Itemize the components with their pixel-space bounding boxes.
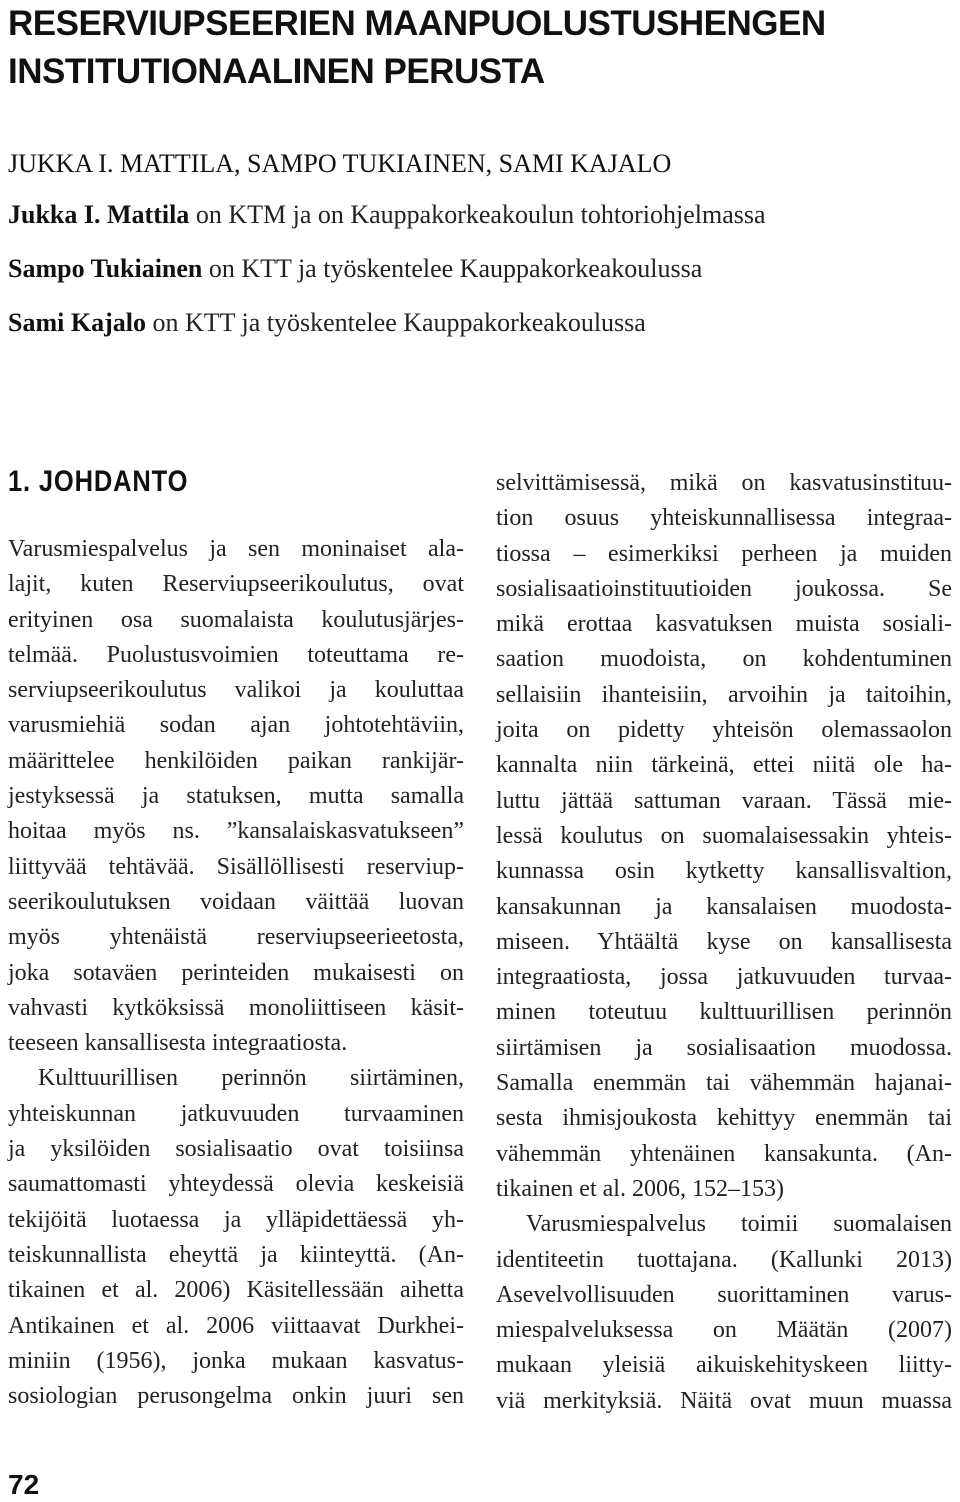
body-line: seerikoulutuksen voidaan väittää luovan	[8, 888, 464, 915]
section-heading: 1. JOHDANTO	[8, 465, 189, 498]
author-name: Jukka I. Mattila	[8, 200, 190, 229]
affiliation-text: on KTT ja työskentelee Kauppakorkeakoulussa	[145, 308, 646, 337]
body-line: miespalveluksessa on Määtän (2007)	[496, 1317, 952, 1344]
body-line: erityinen osa suomalaista koulutusjärjes-	[8, 606, 464, 633]
body-line: Antikainen et al. 2006 viittaavat Durkhei-	[8, 1312, 464, 1339]
body-line: saumattomasti yhteydessä olevia keskeisiä	[8, 1171, 464, 1198]
affiliation-text: on KTM ja on Kauppakorkeakoulun tohtoriohjelmassa	[189, 200, 766, 229]
body-line: joita on pidetty yhteisön olemassaolon	[496, 717, 952, 744]
author-name: Sami Kajalo	[8, 308, 146, 337]
body-column-left	[8, 532, 464, 1414]
body-line: sesta ihmisjoukosta kehittyy enemmän tai	[496, 1105, 952, 1132]
body-line: joka sotaväen perinteiden mukaisesti on	[8, 959, 464, 986]
title-line: INSTITUTIONAALINEN PERUSTA	[8, 52, 545, 91]
body-line: yhteiskunnan jatkuvuuden turvaaminen	[8, 1100, 464, 1127]
affiliation-text: on KTT ja työskentelee Kauppakorkeakoulussa	[202, 254, 703, 283]
body-line: tikainen et al. 2006, 152–153)	[496, 1175, 784, 1202]
body-line: ja yksilöiden sosialisaatio ovat toisiinsa	[8, 1136, 464, 1163]
body-line: luttu jättää sattuman varaan. Tässä mie-	[496, 787, 952, 814]
body-column-right	[496, 466, 952, 1419]
body-line: integraatiosta, jossa jatkuvuuden turvaa-	[496, 964, 952, 991]
body-line: miseen. Yhtäältä kyse on kansallisesta	[496, 928, 952, 955]
body-line: Varusmiespalvelus toimii suomalaisen	[526, 1211, 952, 1238]
body-line: tekijöitä luotaessa ja ylläpidettäessä yh-	[8, 1206, 464, 1233]
affiliation-line	[8, 296, 948, 350]
body-line: selvittämisessä, mikä on kasvatusinstituu-	[496, 470, 952, 496]
body-line: teeseen kansallisesta integraatiosta.	[8, 1030, 348, 1057]
body-line: mukaan yleisiä aikuiskehityskeen liitty-	[496, 1352, 952, 1379]
body-line: määrittelee henkilöiden paikan rankijär-	[8, 747, 464, 774]
title-line: RESERVIUPSEERIEN MAANPUOLUSTUSHENGEN	[8, 4, 826, 43]
affiliation-line	[8, 242, 948, 296]
body-line: tikainen et al. 2006) Käsitellessään aihetta	[8, 1277, 464, 1304]
author-name: Sampo Tukiainen	[8, 254, 203, 283]
body-line: kannalta niin tärkeinä, ettei niitä ole ha-	[496, 752, 952, 779]
body-line: serviupseerikoulutus valikoi ja kouluttaa	[8, 677, 464, 704]
body-line: kansakunnan ja kansalaisen muodosta-	[496, 893, 952, 920]
article-title	[8, 0, 948, 96]
body-line: Kulttuurillisen perinnön siirtäminen,	[38, 1065, 464, 1092]
body-line: Samalla enemmän tai vähemmän hajanai-	[496, 1070, 952, 1097]
body-line: vahvasti kytköksissä monoliittiseen käsit-	[8, 994, 464, 1021]
body-line: sosiologian perusongelma onkin juuri sen	[8, 1383, 464, 1410]
body-line: jestyksessä ja statuksen, mutta samalla	[8, 783, 464, 810]
body-line: myös yhtenäistä reserviupseerieetosta,	[8, 924, 464, 951]
page-number: 72	[8, 1469, 40, 1500]
body-line: telmää. Puolustusvoimien toteuttama re-	[8, 641, 464, 668]
body-line: tion osuus yhteiskunnallisessa integraa-	[496, 505, 952, 532]
body-line: minen toteutuu kulttuurillisen perinnön	[496, 999, 952, 1026]
body-line: sellaisiin ihanteisiin, arvoihin ja taitoihin,	[496, 681, 952, 708]
author-affiliations	[8, 188, 948, 350]
body-line: identiteetin tuottajana. (Kallunki 2013)	[496, 1246, 952, 1273]
body-line: teiskunnallista eheyttä ja kiinteyttä. (An-	[8, 1241, 464, 1268]
body-line: mikä erottaa kasvatuksen muista sosiali-	[496, 611, 952, 638]
body-line: vähemmän yhtenäinen kansakunta. (An-	[496, 1140, 952, 1167]
affiliation-line	[8, 188, 948, 242]
author-list: JUKKA I. MATTILA, SAMPO TUKIAINEN, SAMI KAJALO	[8, 149, 672, 178]
body-line: sosialisaatioinstituutioiden joukossa. Se	[496, 575, 952, 602]
body-line: varusmiehiä sodan ajan johtotehtäviin,	[8, 712, 464, 739]
body-line: viä merkityksiä. Näitä ovat muun muassa	[496, 1387, 952, 1414]
body-line: siirtämisen ja sosialisaation muodossa.	[496, 1034, 952, 1061]
body-line: Asevelvollisuuden suorittaminen varus-	[496, 1281, 952, 1308]
body-line: tiossa – esimerkiksi perheen ja muiden	[496, 540, 952, 567]
body-line: lessä koulutus on suomalaisessakin yhteis-	[496, 822, 952, 849]
body-line: saation muodoista, on kohdentuminen	[496, 646, 952, 673]
body-line: lajit, kuten Reserviupseerikoulutus, ovat	[8, 571, 464, 598]
body-line: miniin (1956), jonka mukaan kasvatus-	[8, 1347, 464, 1374]
body-line: hoitaa myös ns. ”kansalaiskasvatukseen”	[8, 818, 464, 845]
body-line: Varusmiespalvelus ja sen moninaiset ala-	[8, 536, 464, 562]
body-line: kunnassa osin kytketty kansallisvaltion,	[496, 858, 952, 885]
body-line: liittyvää tehtävää. Sisällöllisesti reserviup-	[8, 853, 464, 880]
